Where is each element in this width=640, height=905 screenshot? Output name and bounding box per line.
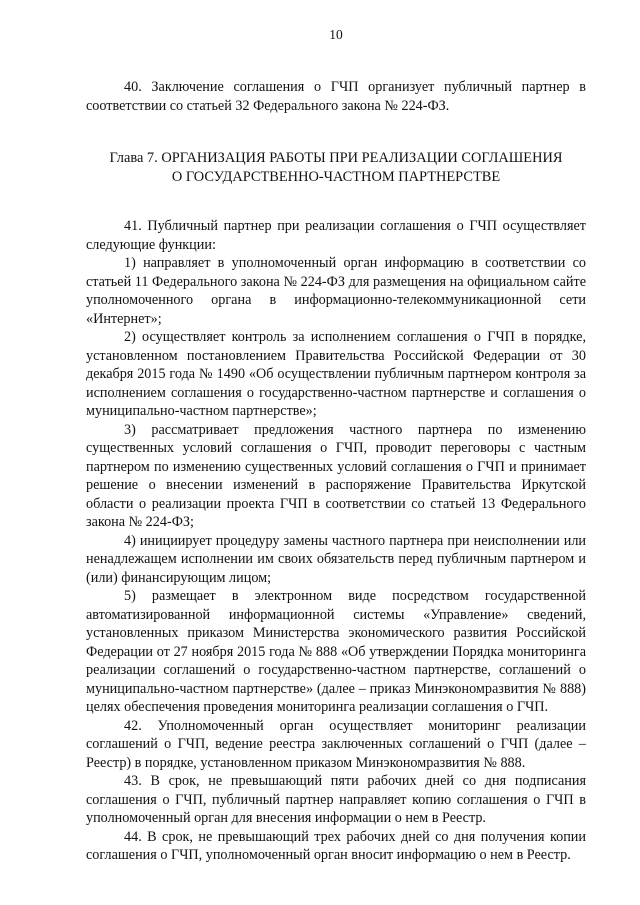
list-item-1: 1) направляет в уполномоченный орган информацию в соответствии со статьей 11 Федерального закона № 224-ФЗ для размещения на официальном сайте уполномоченного органа в информационно-телекоммуникационной сети «Интернет»; [86,255,586,327]
paragraph-43: 43. В срок, не превышающий пяти рабочих дней со дня подписания соглашения о ГЧП, публичный партнер направляет копию соглашения о ГЧП в уполномоченный орган для внесения информации о нем в Реестр. [86,773,586,826]
list-item-5: 5) размещает в электронном виде посредством государственной автоматизированной информационной системы «Управление» сведений, установленных приказом Министерства экономического развития Российской Федерации от 27 ноября 2015 года № 888 «Об утверждении Порядка мониторинга реализации соглашений о государственно-частном партнерстве, соглашений о муниципально-частном партнерстве» (далее – приказ Минэкономразвития № 888) целях обеспечения проведения мониторинга реализации соглашения о ГЧП. [86,588,586,715]
chapter-heading [86,149,586,187]
list-item-4: 4) инициирует процедуру замены частного партнера при неисполнении или ненадлежащем исполнении им своих обязательств перед публичным партнером и (или) финансирующим лицом; [86,532,586,586]
paragraph-42: 42. Уполномоченный орган осуществляет мониторинг реализации соглашений о ГЧП, ведение реестра заключенных соглашений о ГЧП (далее – Реестр) в порядке, установленном приказом Минэкономразвития № 888. [86,717,586,771]
document-body [86,78,586,865]
chapter-heading-line-2: О ГОСУДАРСТВЕННО-ЧАСТНОМ ПАРТНЕРСТВЕ [171,169,501,185]
list-item-3: 3) рассматривает предложения частного партнера по изменению существенных условий соглашения о ГЧП, проводит переговоры с частным партнером по изменению существенных условий соглашения о ГЧП и принимает решение о внесении изменений в распоряжение Правительства Иркутской области о реализации проекта ГЧП в соответствии со статьей 13 Федерального закона № 224-ФЗ; [86,421,586,530]
list-item-2: 2) осуществляет контроль за исполнением соглашения о ГЧП в порядке, установленном постановлением Правительства Российской Федерации от 30 декабря 2015 года № 1490 «Об осуществлении публичным партнером контроля за исполнением соглашения о государственно-частном партнерстве и соглашения о муниципально-частном партнерстве»; [86,329,586,419]
paragraph-41: 41. Публичный партнер при реализации соглашения о ГЧП осуществляет следующие функции: [86,218,586,253]
page-number: 10 [329,27,343,42]
paragraph-40: 40. Заключение соглашения о ГЧП организует публичный партнер в соответствии со статьей 32 Федерального закона № 224-ФЗ. [86,79,586,114]
paragraph-44: 44. В срок, не превышающий трех рабочих дней со дня получения копии соглашения о ГЧП, уполномоченный орган вносит информацию о нем в Реестр. [86,828,586,863]
chapter-heading-line-1: Глава 7. ОРГАНИЗАЦИЯ РАБОТЫ ПРИ РЕАЛИЗАЦИИ СОГЛАШЕНИЯ [109,150,563,166]
